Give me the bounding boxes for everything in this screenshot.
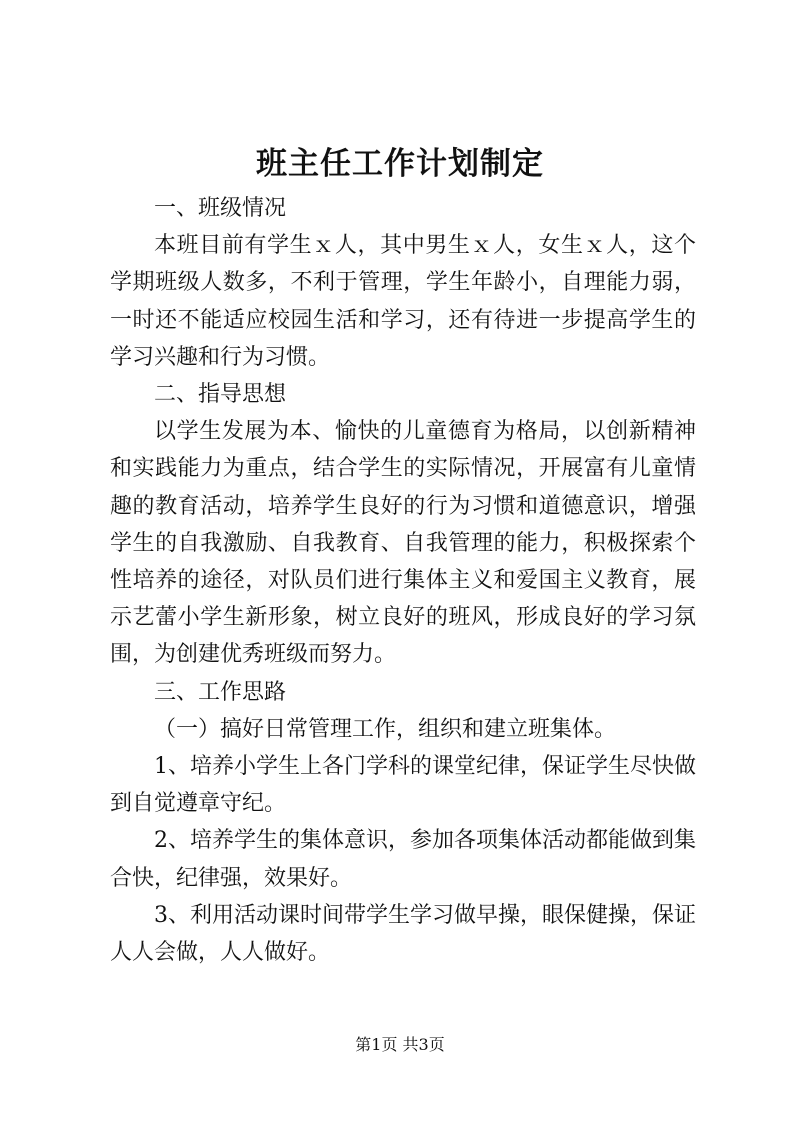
document-title: 班主任工作计划制定 xyxy=(256,146,544,182)
paragraph-guiding-ideology: 以学生发展为本、愉快的儿童德育为格局，以创新精神和实践能力为重点，结合学生的实际情况，开展富有儿童情趣的教育活动，培养学生良好的行为习惯和道德意识，增强学生的自我激励、自我教育、自我管理的能力，积极探索个性培养的途径，对队员们进行集体主义和爱国主义教育，展示艺蕾小学生新形象，树立良好的班风，形成良好的学习氛围，为创建优秀班级而努力。 xyxy=(110,419,696,668)
list-item: 1、培养小学生上各门学科的课堂纪律，保证学生尽快做到自觉遵章守纪。 xyxy=(110,754,696,817)
paragraph-class-situation: 本班目前有学生ｘ人，其中男生ｘ人，女生ｘ人，这个学期班级人数多，不利于管理，学生年龄小，自理能力弱，一时还不能适应校园生活和学习，还有待进一步提高学生的学习兴趣和行为习惯。 xyxy=(110,233,696,370)
section-heading-guiding-ideology: 二、指导思想 xyxy=(154,382,287,408)
section-heading-class-situation: 一、班级情况 xyxy=(154,196,287,221)
subsection-heading-daily-management: （一）搞好日常管理工作，组织和建立班集体。 xyxy=(154,716,617,742)
page-footer: 第1页 共3页 xyxy=(355,1035,445,1054)
list-item: 3、利用活动课时间带学生学习做早操，眼保健操，保证人人会做，人人做好。 xyxy=(110,902,696,966)
list-item: 2、培养学生的集体意识，参加各项集体活动都能做到集合快，纪律强，效果好。 xyxy=(110,828,696,891)
section-heading-work-approach: 三、工作思路 xyxy=(154,679,287,705)
document-body xyxy=(110,190,696,971)
